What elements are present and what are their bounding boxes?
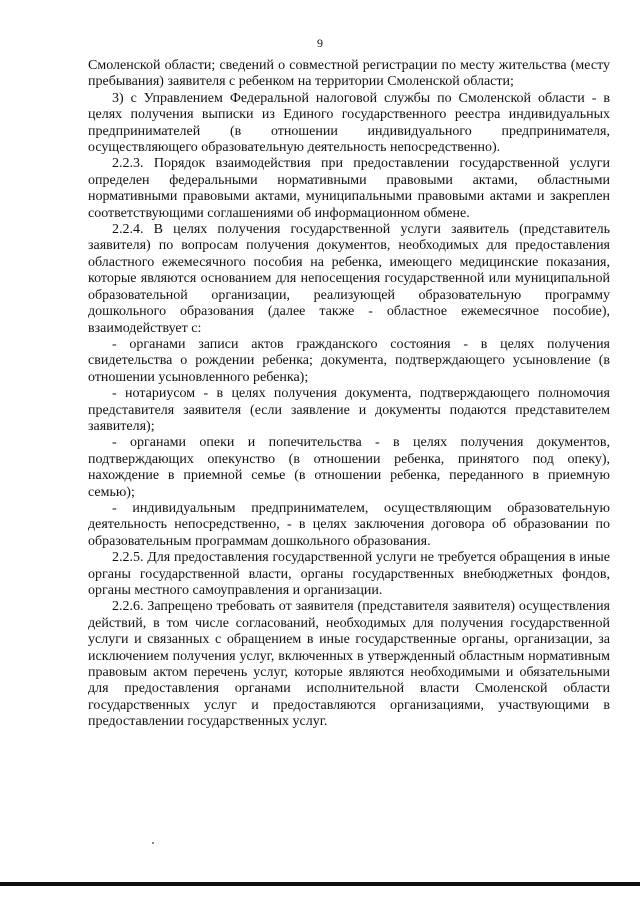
page-number: 9 xyxy=(317,36,323,50)
list-item-guardianship: - органами опеки и попечительства - в целях получения документов, подтверждающих опекунство (в отношении ребенка, принятого под опеку), нахождение в приемной семье (в отношении ребенка, переданного в приемную семью); xyxy=(88,435,610,500)
list-item-entrepreneur: - индивидуальным предпринимателем, осуществляющим образовательную деятельность непосредственно, - в целях заключения договора об образовании по образовательным программам дошкольного образования. xyxy=(88,500,610,549)
paragraph-tax-service: 3) с Управлением Федеральной налоговой службы по Смоленской области - в целях получения выписки из Единого государственного реестра индивидуальных предпринимателей (в отношении индивидуального предпринимателя, осуществляющего образовательную деятельность непосредственно). xyxy=(88,90,610,156)
paragraph-2-2-3: 2.2.3. Порядок взаимодействия при предоставлении государственной услуги определен федеральными нормативными правовыми актами, областными нормативными правовыми актами, муниципальными правовыми актами и закреплен соответствующими соглашениями об информационном обмене. xyxy=(88,156,610,221)
list-item-notary: - нотариусом - в целях получения документа, подтверждающего полномочия представителя заявителя (если заявление и документы подаются представителем заявителя); xyxy=(88,386,610,434)
document-body xyxy=(88,58,610,731)
scan-speck xyxy=(152,842,154,844)
scan-bottom-edge xyxy=(0,882,640,886)
paragraph-2-2-5: 2.2.5. Для предоставления государственной услуги не требуется обращения в иные органы государственной власти, органы государственных внебюджетных фондов, органы местного самоуправления и организации. xyxy=(88,550,610,598)
paragraph-continuation: Смоленской области; сведений о совместной регистрации по месту жительства (месту пребывания) заявителя с ребенком на территории Смоленской области; xyxy=(88,58,610,90)
paragraph-2-2-4: 2.2.4. В целях получения государственной услуги заявитель (представитель заявителя) по вопросам получения документов, необходимых для предоставления областного ежемесячного пособия на ребенка, имеющего медицинские показания, которые являются основанием для непосещения государственной или муниципальной образовательной организации, реализующей образовательную программу дошкольного образования (далее также - областное ежемесячное пособие), взаимодействует с: xyxy=(88,222,610,336)
list-item-registry-offices: - органами записи актов гражданского состояния - в целях получения свидетельства о рождении ребенка; документа, подтверждающего усыновление (в отношении усыновленного ребенка); xyxy=(88,336,610,385)
paragraph-2-2-6: 2.2.6. Запрещено требовать от заявителя (представителя заявителя) осуществления действий, в том числе согласований, необходимых для получения государственной услуги и связанных с обращением в иные государственные органы, организации, за исключением получения услуг, включенных в утвержденный областным нормативным правовым актом перечень услуг, которые являются необходимыми и обязательными для предоставления органами исполнительной власти Смоленской области государственных услуг и предоставляются организациями, участвующими в предоставлении государственных услуг. xyxy=(88,599,610,730)
